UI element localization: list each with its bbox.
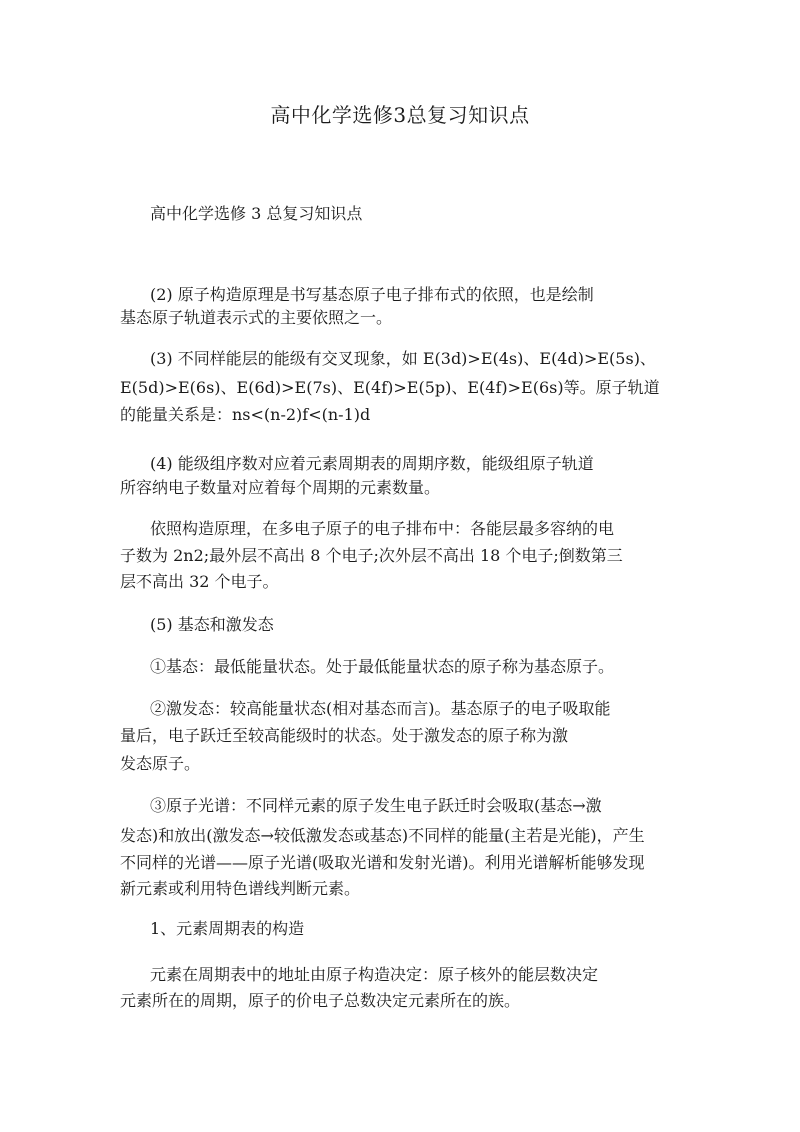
paragraph-line: 元素在周期表中的地址由原子构造决定：原子核外的能层数决定	[150, 965, 599, 984]
paragraph-line: ①基态：最低能量状态。处于最低能量状态的原子称为基态原子。	[150, 657, 615, 676]
paragraph-line: 的能量关系是：ns<(n-2)f<(n-1)d	[120, 405, 371, 424]
paragraph-line: 层不高出 32 个电子。	[120, 572, 279, 591]
paragraph-line: (2) 原子构造原理是书写基态原子电子排布式的依照，也是绘制	[150, 285, 594, 304]
paragraph-line: 不同样的光谱——原子光谱(吸取光谱和发射光谱)。利用光谱解析能够发现	[120, 853, 645, 872]
paragraph-line: ②激发态：较高能量状态(相对基态而言)。基态原子的电子吸取能	[150, 699, 611, 718]
paragraph-line: (5) 基态和激发态	[150, 615, 274, 634]
paragraph-line: 量后，电子跃迁至较高能级时的状态。处于激发态的原子称为激	[120, 726, 569, 745]
paragraph-line: 发态)和放出(激发态→较低激发态或基态)不同样的能量(主若是光能)，产生	[120, 826, 645, 845]
paragraph-line: 依照构造原理，在多电子原子的电子排布中：各能层最多容纳的电	[150, 519, 615, 538]
paragraph-line: 新元素或利用特色谱线判断元素。	[120, 879, 361, 898]
paragraph-line: 元素所在的周期，原子的价电子总数决定元素所在的族。	[120, 991, 521, 1010]
paragraph-line: 子数为 2n2;最外层不高出 8 个电子;次外层不高出 18 个电子;倒数第三	[120, 546, 623, 565]
paragraph-line: (4) 能级组序数对应着元素周期表的周期序数，能级组原子轨道	[150, 454, 594, 473]
page-title: 高中化学选修3总复习知识点	[270, 103, 530, 127]
paragraph-line: ③原子光谱：不同样元素的原子发生电子跃迁时会吸取(基态→激	[150, 796, 602, 815]
paragraph-line: (3) 不同样能层的能级有交叉现象，如 E(3d)>E(4s)、E(4d)>E(5s)、	[150, 349, 656, 368]
paragraph-line: 所容纳电子数量对应着每个周期的元素数量。	[120, 478, 441, 497]
paragraph-line: E(5d)>E(6s)、E(6d)>E(7s)、E(4f)>E(5p)、E(4f)>E(6s)等。原子轨道	[120, 378, 660, 397]
document-subtitle: 高中化学选修 3 总复习知识点	[150, 204, 363, 223]
paragraph-line: 基态原子轨道表示式的主要依照之一。	[120, 308, 393, 327]
section-heading: 1、元素周期表的构造	[150, 919, 305, 938]
paragraph-line: 发态原子。	[120, 754, 201, 773]
